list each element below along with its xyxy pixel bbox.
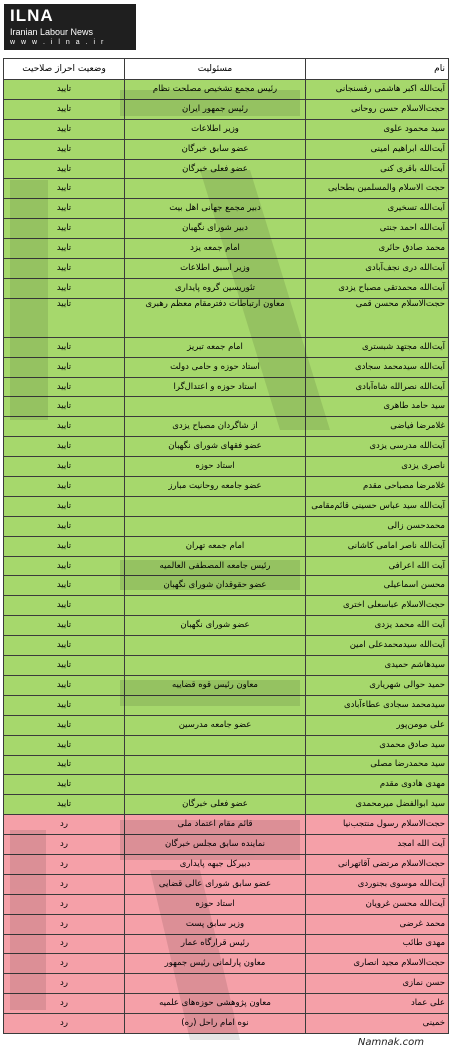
logo-subtitle: Iranian Labour News <box>10 27 94 37</box>
table-body <box>4 80 449 1034</box>
cell-responsibility <box>125 596 306 616</box>
cell-name: آیت‌الله محسن غرویان <box>306 894 449 914</box>
cell-responsibility <box>125 974 306 994</box>
cell-responsibility <box>125 695 306 715</box>
cell-name: مهدی طائب <box>306 934 449 954</box>
table-row <box>4 139 449 159</box>
cell-status: رد <box>4 914 125 934</box>
cell-status: رد <box>4 954 125 974</box>
cell-responsibility: عضو جامعه روحانیت مبارز <box>125 477 306 497</box>
table-header-row <box>4 59 449 80</box>
cell-responsibility: نماینده سابق مجلس خبرگان <box>125 835 306 855</box>
cell-responsibility: رئیس جمهور ایران <box>125 99 306 119</box>
cell-responsibility: تئوریسین گروه پایداری <box>125 278 306 298</box>
cell-name: غلامرضا مصباحی مقدم <box>306 477 449 497</box>
cell-status: تایید <box>4 377 125 397</box>
cell-responsibility: از شاگردان مصباح یزدی <box>125 417 306 437</box>
cell-name: حسن نمازی <box>306 974 449 994</box>
cell-name: حمید حوالی شهریاری <box>306 675 449 695</box>
header-status: وضعیت احراز صلاحیت <box>4 59 125 80</box>
cell-responsibility: عضو سابق شورای عالی قضایی <box>125 874 306 894</box>
cell-status: تایید <box>4 397 125 417</box>
table-row <box>4 536 449 556</box>
cell-name: حجت‌الاسلام عباسعلی اختری <box>306 596 449 616</box>
ilna-logo <box>4 4 136 50</box>
cell-name: آیت‌الله احمد جنتی <box>306 219 449 239</box>
table-row <box>4 874 449 894</box>
cell-name: محمد صادق حائری <box>306 239 449 259</box>
namnak-watermark: Namnak.com <box>357 1037 424 1048</box>
table-row <box>4 159 449 179</box>
table-row <box>4 337 449 357</box>
table-row <box>4 616 449 636</box>
logo-title: ILNA <box>10 6 54 25</box>
cell-status: رد <box>4 835 125 855</box>
table-row <box>4 80 449 100</box>
table-row <box>4 695 449 715</box>
table-row <box>4 656 449 676</box>
cell-status: تایید <box>4 477 125 497</box>
cell-name: خمینی <box>306 1014 449 1034</box>
cell-responsibility: نوه امام راحل (ره) <box>125 1014 306 1034</box>
cell-status: تایید <box>4 536 125 556</box>
cell-name: آیت الله اعرافی <box>306 556 449 576</box>
table-row <box>4 199 449 219</box>
table-row <box>4 259 449 279</box>
cell-responsibility: دبیر مجمع جهانی اهل بیت <box>125 199 306 219</box>
cell-responsibility: رئیس جامعه المصطفی العالمیه <box>125 556 306 576</box>
cell-name: آیت‌الله دری نجف‌آبادی <box>306 259 449 279</box>
table-row <box>4 298 449 337</box>
cell-status: تایید <box>4 437 125 457</box>
cell-status: رد <box>4 815 125 835</box>
cell-responsibility <box>125 636 306 656</box>
table-row <box>4 99 449 119</box>
cell-name: آیت‌الله نصرالله شاه‌آبادی <box>306 377 449 397</box>
cell-name: آیت‌الله اکبر هاشمی رفسنجانی <box>306 80 449 100</box>
cell-responsibility: وزیر اطلاعات <box>125 119 306 139</box>
cell-name: سیدمحمد سجادی عطاءآبادی <box>306 695 449 715</box>
cell-name: حجت الاسلام والمسلمین بطحایی <box>306 179 449 199</box>
cell-name: حجت‌الاسلام رسول منتجب‌نیا <box>306 815 449 835</box>
cell-responsibility: عضو فعلی خبرگان <box>125 159 306 179</box>
cell-name: غلامرضا فیاضی <box>306 417 449 437</box>
cell-responsibility: عضو جامعه مدرسین <box>125 715 306 735</box>
cell-responsibility: وزیر اسبق اطلاعات <box>125 259 306 279</box>
cell-name: سید محمدرضا مصلی <box>306 755 449 775</box>
cell-name: علی مومن‌پور <box>306 715 449 735</box>
cell-status: تایید <box>4 795 125 815</box>
cell-responsibility: معاون ارتباطات دفترمقام معظم رهبری <box>125 298 306 337</box>
cell-responsibility: رئیس مجمع تشخیص مصلحت نظام <box>125 80 306 100</box>
cell-responsibility: معاون رئیس قوه قضاییه <box>125 675 306 695</box>
cell-name: آیت‌الله محمدتقی مصباح یزدی <box>306 278 449 298</box>
cell-status: تایید <box>4 715 125 735</box>
cell-responsibility: قائم مقام اعتماد ملی <box>125 815 306 835</box>
cell-status: رد <box>4 934 125 954</box>
cell-responsibility <box>125 496 306 516</box>
table-row <box>4 815 449 835</box>
cell-responsibility: امام جمعه تهران <box>125 536 306 556</box>
cell-status: تایید <box>4 457 125 477</box>
table-row <box>4 735 449 755</box>
cell-responsibility: عضو حقوقدان شورای نگهبان <box>125 576 306 596</box>
cell-status: رد <box>4 854 125 874</box>
cell-status: تایید <box>4 516 125 536</box>
table-row <box>4 239 449 259</box>
cell-name: ناصری یزدی <box>306 457 449 477</box>
table-row <box>4 556 449 576</box>
cell-name: سید صادق محمدی <box>306 735 449 755</box>
cell-name: محمد غرضی <box>306 914 449 934</box>
table-row <box>4 954 449 974</box>
table-row <box>4 457 449 477</box>
cell-responsibility <box>125 735 306 755</box>
cell-responsibility: استاد حوزه <box>125 457 306 477</box>
table-row <box>4 417 449 437</box>
cell-name: آیت‌الله سید عباس حسینی قائم‌مقامی <box>306 496 449 516</box>
cell-name: آیت الله امجد <box>306 835 449 855</box>
table-row <box>4 278 449 298</box>
cell-responsibility: دبیرکل جبهه پایداری <box>125 854 306 874</box>
table-row <box>4 357 449 377</box>
table-row <box>4 894 449 914</box>
cell-responsibility <box>125 755 306 775</box>
cell-status: تایید <box>4 159 125 179</box>
cell-status: تایید <box>4 695 125 715</box>
table-row <box>4 715 449 735</box>
table-row <box>4 775 449 795</box>
table-row <box>4 1014 449 1034</box>
cell-status: تایید <box>4 219 125 239</box>
cell-responsibility: عضو سابق خبرگان <box>125 139 306 159</box>
cell-status: تایید <box>4 199 125 219</box>
cell-status: تایید <box>4 616 125 636</box>
table-row <box>4 934 449 954</box>
cell-responsibility <box>125 656 306 676</box>
cell-responsibility: امام جمعه یزد <box>125 239 306 259</box>
header-responsibility: مسئولیت <box>125 59 306 80</box>
cell-name: حجت‌الاسلام محسن قمی <box>306 298 449 337</box>
table-row <box>4 437 449 457</box>
cell-name: آیت‌الله سیدمحمدعلی امین <box>306 636 449 656</box>
cell-status: تایید <box>4 556 125 576</box>
cell-status: تایید <box>4 735 125 755</box>
table-row <box>4 596 449 616</box>
cell-status: تایید <box>4 755 125 775</box>
table-row <box>4 755 449 775</box>
cell-responsibility: استاد حوزه و اعتدال‌گرا <box>125 377 306 397</box>
cell-name: سید حامد طاهری <box>306 397 449 417</box>
cell-status: تایید <box>4 119 125 139</box>
cell-responsibility <box>125 775 306 795</box>
cell-status: تایید <box>4 775 125 795</box>
cell-name: حجت‌الاسلام مجید انصاری <box>306 954 449 974</box>
cell-responsibility: رئیس قرارگاه عمار <box>125 934 306 954</box>
cell-name: سیدهاشم حمیدی <box>306 656 449 676</box>
cell-responsibility: معاون پارلمانی رئیس جمهور <box>125 954 306 974</box>
cell-status: تایید <box>4 675 125 695</box>
cell-responsibility <box>125 179 306 199</box>
cell-name: مهدی هادوی مقدم <box>306 775 449 795</box>
cell-name: آیت‌الله مجتهد شبستری <box>306 337 449 357</box>
cell-name: آیت‌الله تسخیری <box>306 199 449 219</box>
table-row <box>4 675 449 695</box>
cell-name: آیت‌الله مدرسی یزدی <box>306 437 449 457</box>
cell-status: تایید <box>4 239 125 259</box>
cell-name: سید محمود علوی <box>306 119 449 139</box>
cell-status: تایید <box>4 278 125 298</box>
cell-name: حجت‌الاسلام مرتضی آقاتهرانی <box>306 854 449 874</box>
cell-responsibility: استاد حوزه <box>125 894 306 914</box>
table-row <box>4 516 449 536</box>
table-row <box>4 854 449 874</box>
table-row <box>4 636 449 656</box>
cell-status: رد <box>4 874 125 894</box>
cell-responsibility: عضو شورای نگهبان <box>125 616 306 636</box>
table-row <box>4 179 449 199</box>
header-name: نام <box>306 59 449 80</box>
table-row <box>4 397 449 417</box>
cell-name: سید ابوالفضل میرمحمدی <box>306 795 449 815</box>
cell-status: تایید <box>4 496 125 516</box>
table-row <box>4 576 449 596</box>
table-row <box>4 496 449 516</box>
cell-responsibility: امام جمعه تبریز <box>125 337 306 357</box>
cell-status: تایید <box>4 576 125 596</box>
cell-responsibility: عضو فعلی خبرگان <box>125 795 306 815</box>
table-row <box>4 477 449 497</box>
table-row <box>4 994 449 1014</box>
cell-status: تایید <box>4 298 125 337</box>
cell-responsibility: وزیر سابق پست <box>125 914 306 934</box>
cell-status: تایید <box>4 656 125 676</box>
logo-url: w w w . i l n a . i r <box>10 39 106 46</box>
cell-status: رد <box>4 894 125 914</box>
cell-name: آیت‌الله سیدمحمد سجادی <box>306 357 449 377</box>
cell-name: حجت‌الاسلام حسن روحانی <box>306 99 449 119</box>
cell-status: تایید <box>4 357 125 377</box>
cell-status: تایید <box>4 179 125 199</box>
cell-name: آیت‌الله ابراهیم امینی <box>306 139 449 159</box>
cell-responsibility: معاون پژوهشی حوزه‌های علمیه <box>125 994 306 1014</box>
cell-responsibility <box>125 397 306 417</box>
table-row <box>4 377 449 397</box>
cell-status: تایید <box>4 636 125 656</box>
cell-name: آیت‌الله ناصر امامی کاشانی <box>306 536 449 556</box>
cell-name: آیت‌الله موسوی بجنوردی <box>306 874 449 894</box>
table-row <box>4 119 449 139</box>
cell-status: تایید <box>4 139 125 159</box>
table-row <box>4 914 449 934</box>
cell-status: تایید <box>4 596 125 616</box>
cell-responsibility: استاد حوزه و حامی دولت <box>125 357 306 377</box>
cell-status: تایید <box>4 80 125 100</box>
cell-status: رد <box>4 974 125 994</box>
cell-name: محمدحسن زالی <box>306 516 449 536</box>
cell-name: آیت الله محمد یزدی <box>306 616 449 636</box>
cell-responsibility: دبیر شورای نگهبان <box>125 219 306 239</box>
cell-status: تایید <box>4 99 125 119</box>
table-row <box>4 974 449 994</box>
cell-status: تایید <box>4 417 125 437</box>
cell-responsibility <box>125 516 306 536</box>
table-row <box>4 219 449 239</box>
cell-status: رد <box>4 1014 125 1034</box>
cell-name: محسن اسماعیلی <box>306 576 449 596</box>
cell-status: تایید <box>4 337 125 357</box>
cell-responsibility: عضو فقهای شورای نگهبان <box>125 437 306 457</box>
candidates-table <box>3 58 449 1034</box>
cell-name: علی عماد <box>306 994 449 1014</box>
cell-status: رد <box>4 994 125 1014</box>
cell-status: تایید <box>4 259 125 279</box>
cell-name: آیت‌الله باقری کنی <box>306 159 449 179</box>
table-row <box>4 835 449 855</box>
table-row <box>4 795 449 815</box>
